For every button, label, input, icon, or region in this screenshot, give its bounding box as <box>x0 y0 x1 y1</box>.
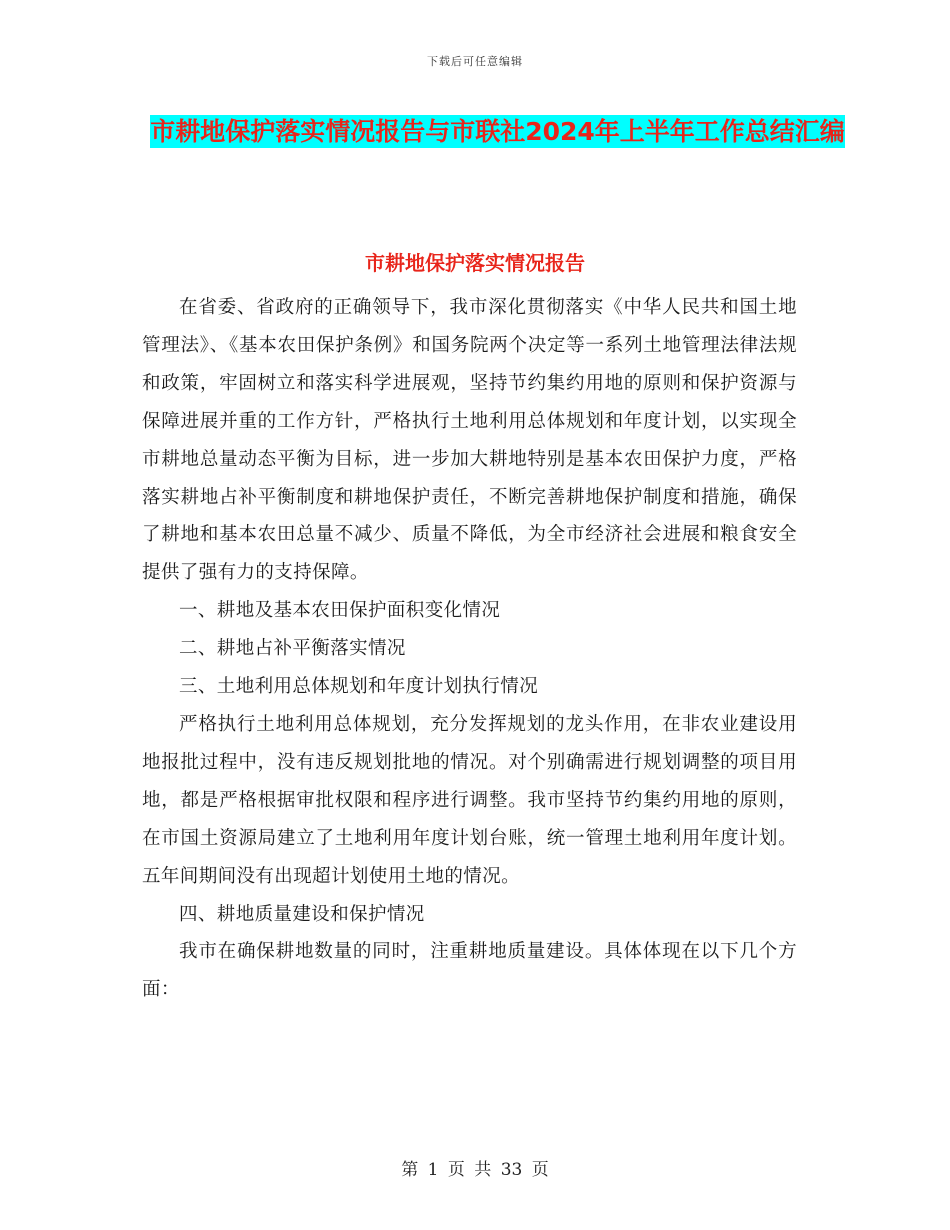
paragraph-quality: 我市在确保耕地数量的同时，注重耕地质量建设。具体体现在以下几个方面： <box>142 941 797 1001</box>
heading-item-4: 四、耕地质量建设和保护情况 <box>179 903 425 925</box>
page-header-note: 下载后可任意编辑 <box>427 55 523 68</box>
heading-item-3: 三、土地利用总体规划和年度计划执行情况 <box>179 676 539 698</box>
paragraph-intro: 在省委、省政府的正确领导下，我市深化贯彻落实《中华人民共和国土地管理法》、《基本农田保护条例》和国务院两个决定等一系列土地管理法律法规和政策，牢固树立和落实科学进展观，坚持节约集约用地的原则和保护资源与保障进展并重的工作方针，严格执行土地利用总体规划和年度计划，以实现全市耕地总量动态平衡为目标，进一步加大耕地特别是基本农田保护力度，严格落实耕地占补平衡制度和耕地保护责任，不断完善耕地保护制度和措施，确保了耕地和基本农田总量不减少、质量不降低，为全市经济社会进展和粮食安全提供了强有力的支持保障。 <box>142 297 797 584</box>
document-body <box>142 289 797 1009</box>
section-heading: 市耕地保护落实情况报告 <box>365 251 585 275</box>
page-footer: 第 1 页 共 33 页 <box>401 1160 549 1180</box>
heading-item-1: 一、耕地及基本农田保护面积变化情况 <box>179 600 501 622</box>
paragraph-planning: 严格执行土地利用总体规划，充分发挥规划的龙头作用，在非农业建设用地报批过程中，没有违反规划批地的情况。对个别确需进行规划调整的项目用地，都是严格根据审批权限和程序进行调整。我市坚持节约集约用地的原则，在市国土资源局建立了土地利用年度计划台账，统一管理土地利用年度计划。五年间期间没有出现超计划使用土地的情况。 <box>142 713 797 887</box>
heading-item-2: 二、耕地占补平衡落实情况 <box>179 638 406 660</box>
document-title <box>140 110 855 153</box>
document-title-text: 市耕地保护落实情况报告与市联社2024年上半年工作总结汇编 <box>150 117 845 146</box>
